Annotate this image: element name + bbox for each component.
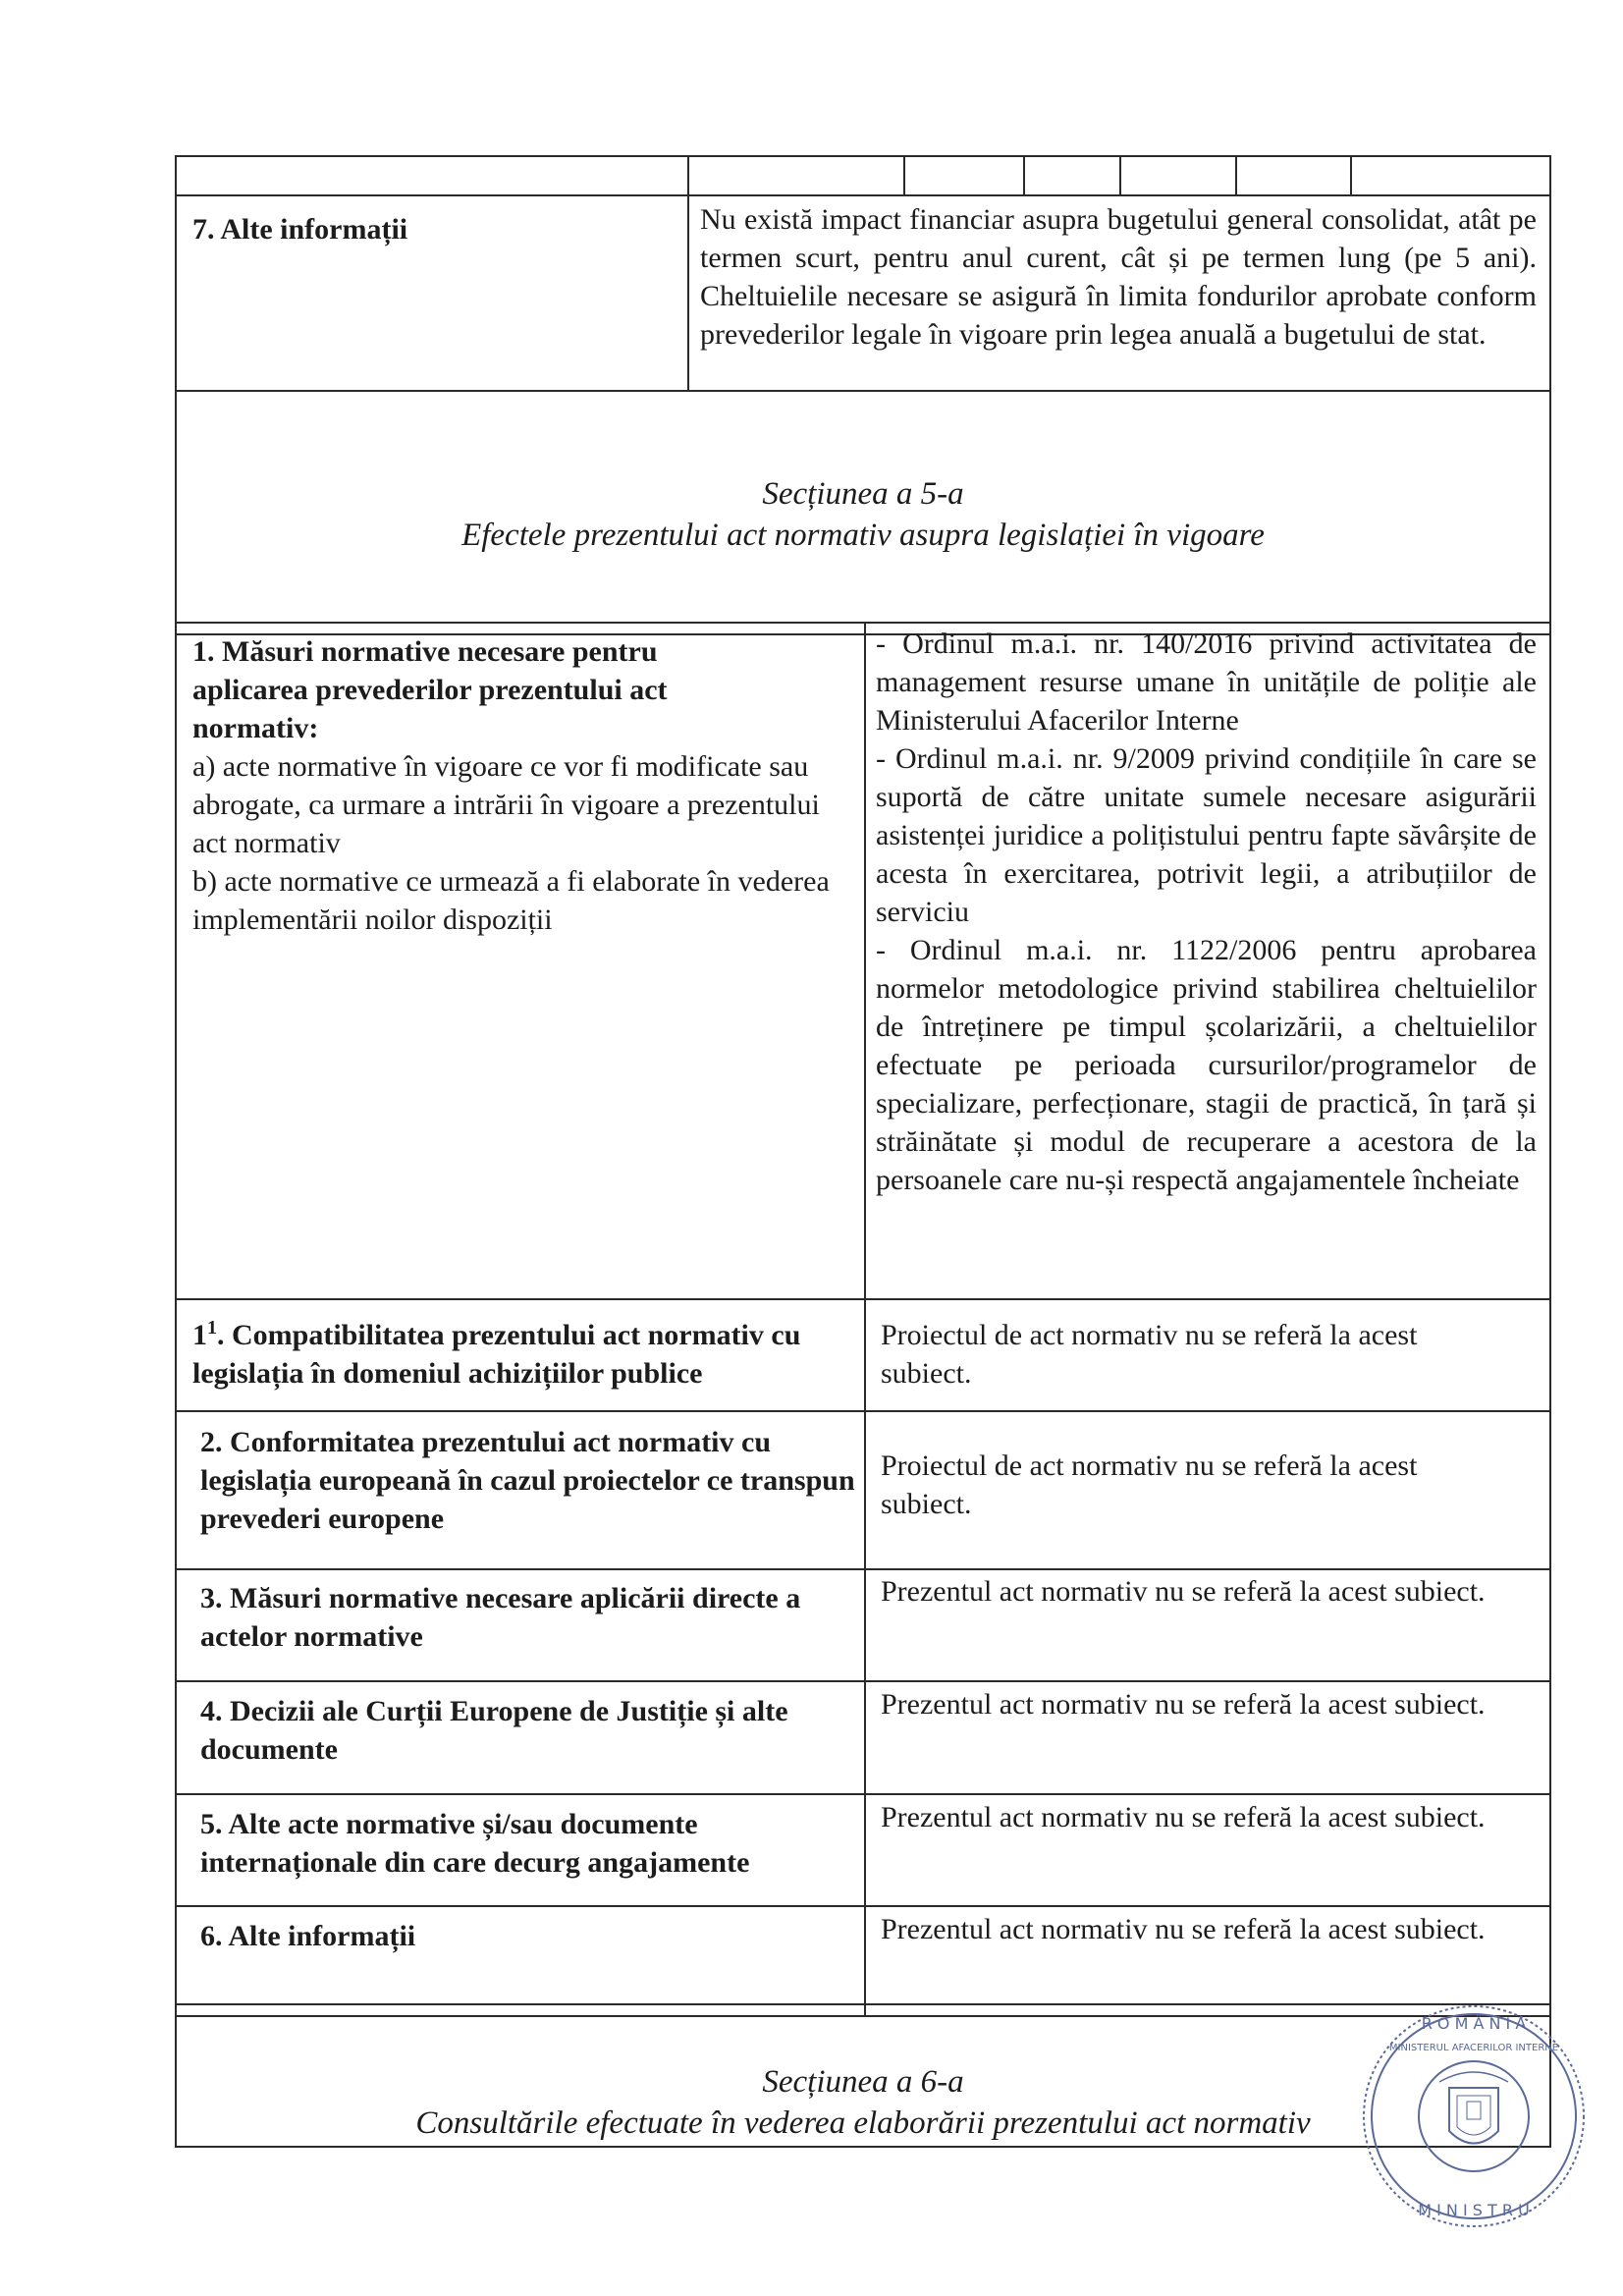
row7-label: 7. Alte informații <box>192 213 408 246</box>
section6-title: Secțiunea a 6-a <box>762 2064 964 2100</box>
row-divider <box>175 1298 1551 1300</box>
row6-label: 6. Alte informații <box>200 1920 416 1952</box>
row6-text: Prezentul act normativ nu se referă la acest subiect. <box>881 1913 1486 1945</box>
row4-text: Prezentul act normativ nu se referă la acest subiect. <box>881 1688 1486 1721</box>
section6-subtitle: Consultările efectuate în vederea elaborării prezentului act normativ <box>415 2105 1311 2141</box>
svg-text:MINISTERUL AFACERILOR INTERNE: MINISTERUL AFACERILOR INTERNE <box>1388 2043 1559 2053</box>
row1-1-label-text: . Compatibilitatea prezentului act normativ cu legislația în domeniul achizițiilor publice <box>192 1319 801 1390</box>
top-table-header-divider <box>175 194 1551 196</box>
row2-label: 2. Conformitatea prezentului act normativ cu legislația europeană în cazul proiectelor ce transpun prevederi europene <box>200 1426 855 1535</box>
ministry-stamp-seal <box>1351 1994 1596 2239</box>
top-table-header-cell-divider <box>1350 155 1352 195</box>
top-table-header-cell-divider <box>903 155 905 195</box>
section5-title: Secțiunea a 5-a <box>762 476 964 512</box>
section5-column-divider <box>864 622 866 2017</box>
row4-label: 4. Decizii ale Curții Europene de Justiție și alte documente <box>200 1695 788 1766</box>
row3-label: 3. Măsuri normative necesare aplicării directe a actelor normative <box>200 1582 801 1653</box>
row-divider <box>175 1793 1551 1795</box>
top-table-header-cell-divider <box>1023 155 1025 195</box>
svg-text:M I N I S T R U: M I N I S T R U <box>1418 2201 1530 2219</box>
row-divider <box>175 1410 1551 1412</box>
row7-text: Nu există impact financiar asupra bugetului general consolidat, atât pe termen scurt, pentru anul curent, cât și pe termen lung (pe 5 ani). Cheltuielile necesare se asigură în limita fondurilor aprobate conform prevederilor legale în vigoare prin legea anuală a bugetului de stat. <box>700 203 1537 351</box>
row1-1-number: 1 <box>192 1319 207 1351</box>
row-divider <box>175 1680 1551 1682</box>
row1-1-label <box>192 1309 856 1393</box>
row1-sub-a: a) acte normative în vigoare ce vor fi modificate sau abrogate, ca urmare a intrării în vigoare a prezentului act normativ <box>192 750 820 859</box>
row1-sub-b: b) acte normative ce urmează a fi elaborate în vederea implementării noilor dispoziții <box>192 865 830 936</box>
svg-text:R O M Â N I A: R O M Â N I A <box>1421 2014 1527 2033</box>
row3-text: Prezentul act normativ nu se referă la acest subiect. <box>881 1575 1486 1608</box>
row5-label: 5. Alte acte normative și/sau documente internaționale din care decurg angajamente <box>200 1808 750 1879</box>
row1-label: 1. Măsuri normative necesare pentru aplicarea prevederilor prezentului act normativ: <box>192 635 668 744</box>
row2-text: Proiectul de act normativ nu se referă la acest subiect. <box>881 1449 1418 1520</box>
row1-text-ordin-1122: - Ordinul m.a.i. nr. 1122/2006 pentru aprobarea normelor metodologice privind stabilirea cheltuielilor de întreținere pe timpul școlarizării, a cheltuielilor efectuate pe perioada cursurilor/programelor de specializare, perfecționare, stagii de practică, în țară și străinătate și modul de recuperare a acestora de la persoanele care nu-și respectă angajamentele încheiate <box>876 934 1537 1196</box>
top-table-header-cell-divider <box>1235 155 1237 195</box>
row-divider <box>175 1568 1551 1570</box>
row1-1-text: Proiectul de act normativ nu se referă la acest subiect. <box>881 1319 1418 1390</box>
section5-subtitle: Efectele prezentului act normativ asupra legislației în vigoare <box>461 518 1265 553</box>
top-table-header-cell-divider <box>1119 155 1121 195</box>
row1-text-ordin-140: - Ordinul m.a.i. nr. 140/2016 privind activitatea de management resurse umane în unitățile de poliție ale Ministerului Afacerilor Interne <box>876 628 1537 737</box>
row-divider <box>175 1905 1551 1907</box>
top-table-column-divider <box>687 155 689 392</box>
row5-text: Prezentul act normativ nu se referă la acest subiect. <box>881 1801 1486 1833</box>
row1-1-superscript: 1 <box>207 1317 217 1339</box>
row1-text-ordin-9: - Ordinul m.a.i. nr. 9/2009 privind condițiile în care se suportă de către unitate sumele necesare asigurării asistenței juridice a polițistului pentru fapte săvârșite de acesta în exercitarea, potrivit legii, a atribuțiilor de serviciu <box>876 742 1537 928</box>
